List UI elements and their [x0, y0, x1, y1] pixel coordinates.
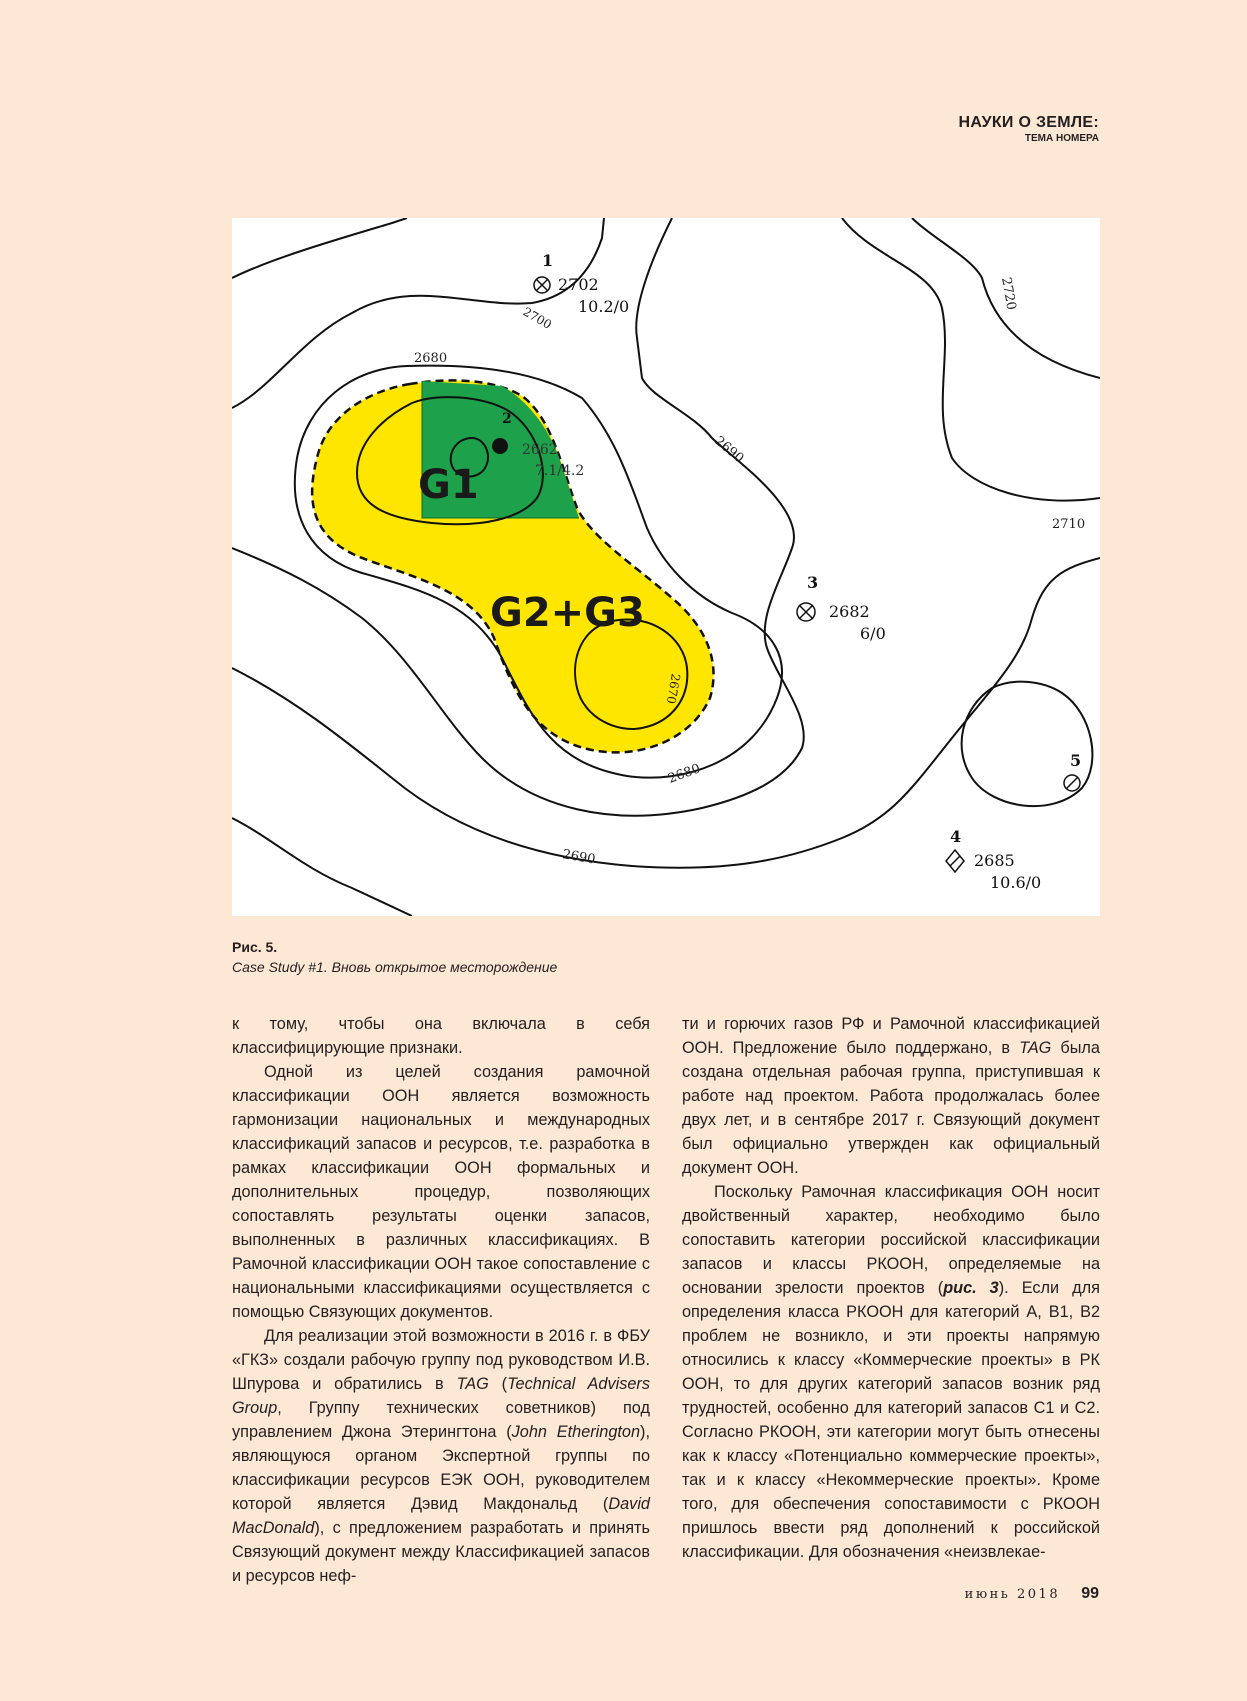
well-2-number: 2: [502, 411, 512, 427]
paragraph: к тому, чтобы она включала в себя классифицирующие признаки.: [232, 1015, 650, 1057]
contour-label-2680-bottom: 2680: [666, 761, 703, 787]
well-3: [797, 573, 886, 643]
well-2-ratio: 7.1/4.2: [535, 463, 585, 479]
figure-caption: [232, 937, 557, 977]
page-number: 99: [1081, 1585, 1099, 1602]
article-column-left: [232, 1012, 650, 1588]
zone-g2g3-label: G2+G3: [490, 590, 645, 636]
well-5: [1064, 751, 1081, 791]
figure-number: Рис. 5.: [232, 939, 278, 955]
article-column-right: [682, 1012, 1100, 1564]
paragraph: Одной из целей создания рамочной классификации ООН является возможность гармонизации национальных и международных классификаций запасов и ресурсов, т.е. разработка в рамках классификации ООН формальных и дополнительных процедур, позволяющих сопоставлять результаты оценки запасов, выполненных в различных классификациях. В Рамочной классификации ООН такое сопоставление с национальными классификациями осуществляется с помощью Связующих документов.: [232, 1063, 650, 1321]
figure-reference: рис. 3: [943, 1279, 999, 1297]
well-1-depth: 2702: [558, 275, 599, 294]
contour-label-2710: 2710: [1052, 517, 1086, 532]
section-subtitle: ТЕМА НОМЕРА: [1024, 133, 1099, 144]
section-header: [958, 114, 1099, 144]
paragraph: Для реализации этой возможности в 2016 г. в ФБУ «ГКЗ» создали рабочую группу под руководством И.В. Шпурова и обратились в TAG (Technical Advisers Group, Группу технических советников) под управлением Джона Этерингтона (John Etherington), являющуюся органом Экспертной группы по классификации ресурсов ЕЭК ООН, руководителем которой является Дэвид Макдональд (David MacDonald), с предложением разработать и принять Связующий документ между Классификацией запасов и ресурсов неф-: [232, 1327, 650, 1585]
issue-date: июнь 2018: [964, 1587, 1061, 1602]
well-3-depth: 2682: [829, 602, 870, 621]
well-4: [946, 827, 1041, 892]
contour-label-2690-bottom: 2690: [561, 847, 597, 868]
well-2-depth: 2662: [522, 442, 558, 458]
well-3-ratio: 6/0: [860, 624, 886, 643]
well-4-ratio: 10.6/0: [990, 873, 1042, 892]
paragraph: ти и горючих газов РФ и Рамочной классификацией ООН. Предложение было поддержано, в TAG была создана отдельная рабочая группа, приступившая к работе над проектом. Работа продолжалась более двух лет, и в сентябре 2017 г. Связующий документ был официально утвержден как официальный документ ООН.: [682, 1015, 1100, 1177]
well-4-number: 4: [950, 827, 962, 846]
contour-lines: [232, 218, 1100, 916]
figure-caption-text: Case Study #1. Вновь открытое месторождение: [232, 959, 558, 975]
well-1: [534, 251, 629, 316]
section-title: НАУКИ О ЗЕМЛЕ:: [958, 114, 1099, 131]
contour-label-2700: 2700: [520, 304, 554, 332]
contour-label-2670: 2670: [663, 672, 683, 705]
contour-label-2680-top: 2680: [414, 351, 448, 366]
well-4-depth: 2685: [974, 851, 1015, 870]
well-5-number: 5: [1070, 751, 1082, 770]
well-3-number: 3: [807, 573, 819, 592]
contour-map-figure: [232, 218, 1100, 916]
well-1-number: 1: [542, 251, 554, 270]
well-1-ratio: 10.2/0: [578, 297, 630, 316]
zone-g1-label: G1: [418, 462, 479, 508]
contour-map: [232, 218, 1100, 916]
paragraph: Поскольку Рамочная классификация ООН носит двойственный характер, необходимо было сопоставить категории российской классификации запасов и классы РКООН, определяемые на основании зрелости проектов (рис. 3). Если для определения класса РКООН для категорий А, В1, В2 проблем не возникло, и эти проекты напрямую относились к классу «Коммерческие проекты» в РК ООН, то для других категорий запасов возник ряд трудностей, особенно для категорий запасов С1 и С2. Согласно РКООН, эти категории могут быть отнесены как к классу «Потенциально коммерческие проекты», так и к классу «Некоммерческие проекты». Кроме того, для обеспечения сопоставимости с РКООН пришлось ввести ряд дополнений к российской классификации. Для обозначения «неизвлекае-: [682, 1183, 1100, 1561]
contour-label-2720: 2720: [998, 276, 1019, 312]
contour-label-2690-right: 2690: [711, 433, 747, 467]
page-footer: [965, 1583, 1099, 1603]
